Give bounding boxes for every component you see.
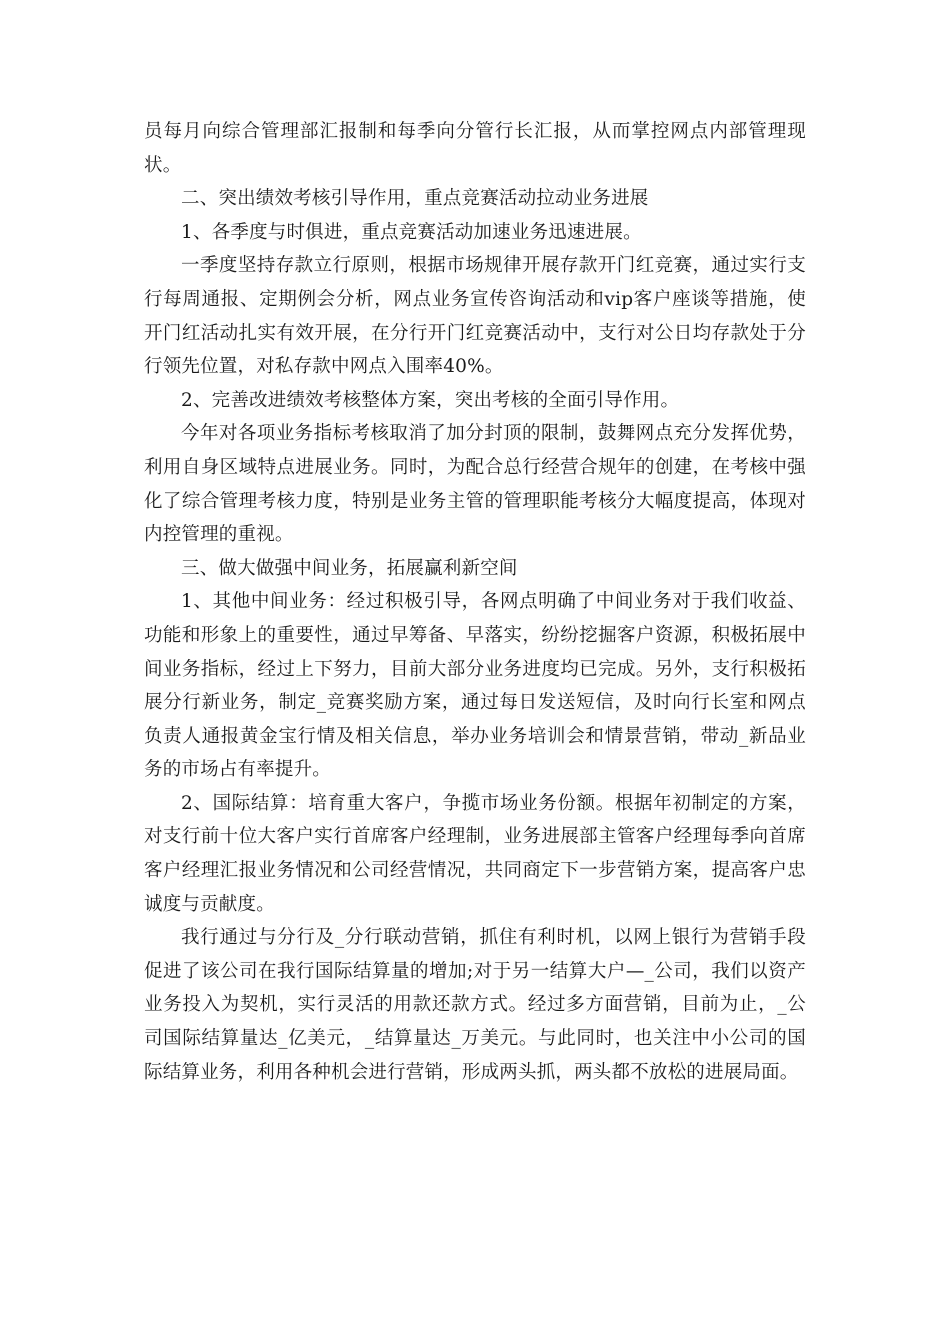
document-body	[144, 115, 806, 1089]
paragraph-continuation: 员每月向综合管理部汇报制和每季向分管行长汇报，从而掌控网点内部管理现状。	[144, 121, 806, 176]
section-heading-2: 二、突出绩效考核引导作用，重点竞赛活动拉动业务进展	[181, 188, 649, 210]
paragraph-joint-marketing: 我行通过与分行及_分行联动营销，抓住有利时机，以网上银行为营销手段促进了该公司在我行国际结算量的增加;对于另一结算大户—_公司，我们以资产业务投入为契机，实行灵活的用款还款方式。经过多方面营销，目前为止，_公司国际结算量达_亿美元，_结算量达_万美元。与此同时，也关注中小公司的国际结算业务，利用各种机会进行营销，形成两头抓，两头都不放松的进展局面。	[144, 927, 806, 1083]
subheading-2-2: 2、完善改进绩效考核整体方案，突出考核的全面引导作用。	[181, 389, 680, 411]
paragraph-international-settlement: 2、国际结算：培育重大客户，争揽市场业务份额。根据年初制定的方案，对支行前十位大客户实行首席客户经理制，业务进展部主管客户经理每季向首席客户经理汇报业务情况和公司经营情况，共同商定下一步营销方案，提高客户忠诚度与贡献度。	[144, 792, 806, 915]
section-heading-3: 三、做大做强中间业务，拓展赢利新空间	[181, 557, 518, 579]
subheading-2-1: 1、各季度与时俱进，重点竞赛活动加速业务迅速进展。	[181, 221, 642, 243]
paragraph-q1-deposits: 一季度坚持存款立行原则，根据市场规律开展存款开门红竞赛，通过实行支行每周通报、定期例会分析，网点业务宣传咨询活动和vip客户座谈等措施，使开门红活动扎实有效开展，在分行开门红竞赛活动中，支行对公日均存款处于分行领先位置，对私存款中网点入围率40%。	[144, 255, 806, 378]
paragraph-intermediate-business: 1、其他中间业务：经过积极引导，各网点明确了中间业务对于我们收益、功能和形象上的重要性，通过早筹备、早落实，纷纷挖掘客户资源，积极拓展中间业务指标，经过上下努力，目前大部分业务进度均已完成。另外，支行积极拓展分行新业务，制定_竞赛奖励方案，通过每日发送短信，及时向行长室和网点负责人通报黄金宝行情及相关信息，举办业务培训会和情景营销，带动_新品业务的市场占有率提升。	[144, 591, 806, 781]
paragraph-assessment: 今年对各项业务指标考核取消了加分封顶的限制，鼓舞网点充分发挥优势，利用自身区域特点进展业务。同时，为配合总行经营合规年的创建，在考核中强化了综合管理考核力度，特别是业务主管的管理职能考核分大幅度提高，体现对内控管理的重视。	[144, 423, 806, 546]
